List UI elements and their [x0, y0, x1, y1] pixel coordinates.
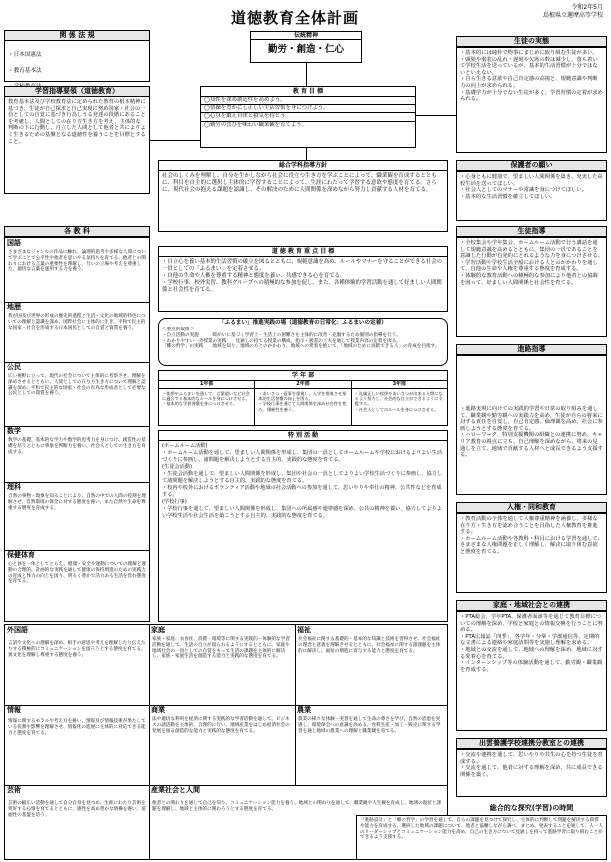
law-item: ・日本国憲法	[8, 52, 42, 58]
subject-block	[149, 705, 296, 786]
grades-title: 学 年 部	[159, 371, 447, 381]
grades-box	[158, 370, 448, 426]
subject-text: 心と体を一体としてとらえ、健康・安全や運動についての理解と運動の合理的、計画的な実践を通して健康の保持増進のための実践力の育成と体力の向上を図り、明るく豊かで活力ある生活を営む態度を育てる。	[8, 562, 146, 585]
guidance-text: ・全校集会や学年集会、ホームルーム活動で行う講話を通して規範意識を高めるとともに、集団の一員であることを意識した行動が自発的にとれるような力を身につけさせる。 ・学習活動や学校生活全般における人とのかかわりを通して、自他の生命や人権を尊重する態度を育成する。 ・体験的な教育活動への積極的な参加により他者との協調を図って、好ましい人間関係と社会性を育てる。	[460, 240, 603, 286]
grade-column-header: 2年部	[255, 381, 350, 389]
grade-column	[159, 381, 255, 426]
spirit-box	[250, 31, 362, 63]
subject-name: 保健体育	[7, 551, 35, 559]
human-rights-box	[456, 513, 607, 593]
guidelines-box	[4, 96, 150, 194]
career-text: ・進路実現に向けての実践的学習や日常の取り組みを通して、職業観や勤労観への実践力を高め、生徒が自らの将来に対する責任を自覚し、自己肯定感、倫理観を高め、社会に参画しようとする態度を育てる。 ・ハローワーク、特別支援機関の組織との連携に努め、キャリア教育の視点に立ち、自己理解を深めながら、将来の見通しを立て、地域で貢献する人材へと成長できるよう支援する。	[460, 406, 603, 459]
guidelines-header: 学習指導要領（道徳教育）	[4, 86, 150, 97]
school-link-text: ・交流や連携を通して、思いやりや共生の心を持つ生徒を育成する。 ・交流を通して、他者に対する理解を深め、共に成長できる関係を築く。	[460, 752, 603, 778]
subject-text: 芸術の幅広い活動を通して自分自身を見つめ、生涯にわたり芸術を愛好する心情を育てるとともに、感性を高め豊かな情操を養い、道徳性の基盤を培う。	[8, 801, 146, 818]
parent-wishes-box	[456, 171, 607, 221]
connector-line	[416, 115, 456, 116]
parent-wishes-header: 保護者の願い	[456, 160, 607, 171]
subject-block	[149, 625, 296, 706]
community-box	[456, 611, 607, 731]
spirit-value: 勤労・創造・仁心	[267, 44, 344, 55]
subject-block	[5, 705, 150, 786]
subject-name: 福祉	[297, 626, 311, 634]
subject-block	[5, 426, 149, 483]
parent-wishes-text: ・心身ともに健康で、望ましい人間関係を築き、充実した高校生活を送ってほしい。 ・社会人としてのマナーや常識を身につけてほしい。 ・基本的な生活習慣を確立してほしい。	[460, 174, 603, 200]
subject-text: 自然の事物・現象を知ることにより、自然の中での人間の役割を理解させ、自然環境の保全に対する態度を養い、また自然や生命を尊重する態度を育成する。	[8, 494, 146, 511]
subject-block	[5, 550, 149, 621]
special-activities-title: 特 別 活 動	[159, 431, 447, 441]
general-policy-box	[158, 160, 448, 232]
subject-text: 社会福祉に関する基礎的・基本的な知識と技術を習得させ、社会福祉の理念と意義を理解させるとともに、社会福祉に関する諸課題を主体的に解決し、福祉の増進に寄与する能力と態度を育てる。	[298, 637, 441, 654]
grade-column-text: ・挨拶やふるまいを通して、言葉遣いなど社会に適合する基本的なルールを身につけさせる。 ・基本的な学習習慣を身につけさせる。	[162, 391, 250, 407]
page-title: 道徳教育全体計画	[230, 9, 359, 27]
general-policy-text: 社会のしくみを理解し、自分を生かしながら社会に役立つ生き方を学ぶことによって、職業観を育成するとともに、科目を自主的に選択し主体的に学習することによって、生涯にわたって学習する意欲や態度を育てる。さらに、現代社会の抱える課題を認識し、その解決のために人間関係を深めながら努力し貢献する人材を育てる。	[162, 173, 437, 193]
edu-goals-box	[200, 86, 416, 148]
grade-column-text: ・あいさつ・返事を重視し、入学を推進させ基本的生活習慣の向上を図る。 ・学校行事を通じて人間関係を深め社会性を育み、積極性を養う。	[258, 391, 347, 412]
grade-column-header: 3年部	[352, 381, 447, 389]
subject-name: 数学	[7, 427, 21, 435]
subject-block	[5, 785, 150, 859]
subject-block	[5, 625, 150, 706]
connector-line	[306, 148, 307, 160]
subject-text: 我が国及び世界の形成の歴史的過程と生活・文化の地域的特色についての理解と認識を深め、国際社会に主体的に生き、平和で民主的な国家・社会を形成する日本国民としての自覚と資質を養う。	[8, 314, 146, 331]
connector-line	[150, 140, 200, 141]
subject-block	[5, 482, 149, 551]
grade-column	[255, 381, 351, 426]
grade-column	[352, 381, 447, 426]
school-link-header: 出雲養護学校連携分教室との連携	[456, 738, 607, 749]
subject-text: さまざまなジャンルの作品に触れ、論理的思考や多様な人間について学ぶことで公平性や他者を思いやる気持ちを育てる。他者との関わりにおける言葉の重要性を理解し、互いの立場や考えを尊重した、適切な言葉を運用する力を養う。	[8, 250, 146, 273]
subject-text: 広い視野に立って、現代の社会について主体的に考察させ、理解を深めさせるとともに、人間としての在り方生き方について理解と認識を深め、平和で民主的な国家・社会の有為な形成者として必要な公民としての資質を養う。	[8, 374, 146, 397]
subject-name: 地歴	[7, 303, 21, 311]
subject-name: 産業社会と人間	[151, 786, 200, 794]
goal-item: ◯心身を鍛え自律と積気を持とう。	[201, 113, 415, 121]
priorities-title: 道 徳 教 育 重 点 目 標	[159, 247, 447, 257]
subject-text: 他者との関わりを通して自己を知り、コミュニケーション能力を養う。地域との関わりを通して、職業観や人生観を育成し、地域の現状と課題を理解し、地域と主体的に関わろうとする態度を育てる。	[152, 801, 442, 812]
subject-text: 法や適切な利用を経済に関する実践的な学習活動を通して、ビジネスの諸活動を主体的、合理的に行い、地域産業をはじめ経済社会の発展を図る創造的な能力と実践的な態度を育てる。	[152, 717, 290, 734]
goal-item: ◯知性を深め創造性を高めよう。	[201, 97, 415, 105]
furumai-title: 「ふるまい」推進実践の場（道徳教育の日常化：ふるまいの定着）	[219, 320, 387, 326]
subject-block	[5, 238, 149, 303]
subject-name: 家庭	[151, 626, 165, 634]
integrated-header: 総合的な探究(学習)の時間	[456, 804, 607, 815]
priorities-box	[158, 246, 448, 312]
subject-text: 情報に関するモラルや考え方を養い、情報及び情報技術が果たしている役割や影響を理解させ、情報化の進展に主体的に対応できる能力と態度を育てる。	[8, 719, 146, 736]
goal-item: ◯情操を豊かにし正しい生活習慣を身につけよう。	[201, 105, 415, 113]
subjects-header: 各 教 科	[4, 226, 150, 237]
subject-name: 農業	[297, 706, 311, 714]
connector-line	[306, 63, 307, 86]
grade-column-text: ・礼儀正しい挨拶やあいさつが出来る人間になるよう努力し、社会的な自立ができるように支援する。 ・社会人としてのルールを身につけさせる。	[354, 391, 443, 412]
subject-block	[295, 625, 447, 706]
human-rights-text: ・教育活動の全体を通して人権尊重精神を涵養し、多様な在り方・生き方を認め合うことを目指した人権教育を推進する。 ・ホームルーム活動や各教科・科目における学習を通して、さまざまな人権問題を正しく理解し、解決に取り組む意欲と態度を育てる。	[460, 516, 603, 555]
subject-text: 家族・家庭、衣食住、消費・環境等に関する実践的・体験的な学習活動を通して、生活の自立が図られるようにするとともに、家庭や地域社会の一員としての自覚をもって生活の課題を主体的に解決し、家族・家庭生活を創造する能力と実践的な態度を育てる。	[152, 637, 290, 660]
subject-text: 農業の様々な体験・実習を通して生命の尊さを学び、自然の恩恵を実感し、環境保全への意識を高める。食料生産・加工・販売に関する学習を通じ地域の農業への理解と職業観を育てる。	[298, 717, 441, 734]
community-text: ・PTA総会、学年PTA、保護者面談等を通じて教育目標についての理解を深め、学校と家庭との情報交換を行うことに努める。 ・PTA広報誌「四季」、各学年・分掌・学部通信等、定期的な文書による連絡や家庭訪問等を実施し理解を求める。 ・地域との交流を通して、地域への理解を深め、地域に対する愛着心を育てる。 ・インターンシップ等の体験活動を通して、勤労観・職業観を育成する。	[460, 614, 603, 673]
grades-columns	[159, 381, 447, 426]
career-box	[456, 355, 607, 495]
career-header: 進路指導	[456, 344, 607, 355]
subject-name: 公民	[7, 363, 21, 371]
related-laws-box	[4, 40, 150, 82]
subject-block	[5, 362, 149, 427]
guidance-header: 生徒指導	[456, 226, 607, 237]
goal-item: ◯勤労の喜びを味わい職業観を育てよう。	[204, 121, 308, 128]
subject-block	[295, 705, 447, 786]
guidelines-text: 教育基本法及び学校教育法に定められた教育の根本精神に基づき、生徒が自己探求と自己実現に努め国家・社会の一員としての自覚に基づき行為しうる発達の段階にあることを考慮し、人間としての在り方生き方を考え、主体的な判断の下に行動し、自立した人間として他者と共によりよく生きるための基盤となる道徳性を養うことを目標とすること。	[8, 99, 146, 145]
subject-name: 外国語	[7, 626, 28, 634]
school-link-box	[456, 749, 607, 797]
student-reality-box	[456, 47, 607, 153]
student-reality-text: ・基本的には純朴で物事にまじめに取り組む生徒が多い。 ・頭髪や服装の乱れ・遅刻や欠席の数は減少し、落ち着いて学校生活を送っているが、基本的生活習慣が十分ではないといえない。 ・自ら生きる意欲や自己肯定感の高揚と、規範意識や判断力の向上が求められる。 ・基礎学力が十分でない生徒が多く、学習習慣の定着が求められる。	[460, 50, 603, 103]
grade-column-header: 1年部	[159, 381, 254, 389]
furumai-box	[158, 318, 448, 366]
edu-goals-title: 教 育 目 標	[201, 87, 415, 97]
priorities-text: ・自立心を養い基本的生活習慣の確立を図るとともに、規範意識を高め、ルールやマナーを守ることができる社会の一員としての「ふるまい」を定着させる。 ・自他の生命や人権を尊重する精神と態度を養い、共感できる心を育てる。 ・学校行事、校外実習、教科グループへの積極的な参加を促し、また、各種体験的学習活動を通して好ましい人間関係と社会性を育てる。	[162, 259, 442, 293]
subject-block	[5, 302, 149, 363]
law-item: ・教育基本法	[8, 68, 42, 74]
subject-name: 芸術	[7, 786, 21, 794]
furumai-text: ＜重点的取組＞ ・自立活動の実施 障がいに基づく学習上・生活上の困難さを主体的に改善・克服するため個別の指導を行う。 ・わかりやすい一斉授業の実践 見通しの持てる授業の構成、指示・板書の工夫を通して授業内容の定着を図る。 「郷の哲学」の実践 地域を知り、地域の方とのかかわり、地域への愛着を抱いて、「地域のために貢献できる人」の育成を目指す。	[162, 327, 440, 350]
student-reality-header: 生徒の実態	[456, 36, 607, 47]
subjects-box	[4, 237, 150, 622]
special-activities-text: (ホームルーム活動) ・ホームルーム活動を通して、望ましい人間関係を形成し、集団の一員としてホームルームや学校におけるよりよい生活づくりに参画し、諸問題を解決しようとする自主的、実践的な態度を育てる。 (生徒会活動) ・生徒会活動を通して、望ましい人間関係を形成し、集団や社会の一員としてよりよい学校生活づくりに参画し、協力して諸問題を解決しようとする自主的、実践的な態度を育てる。 ・校内や校外におけるボランティア活動や地域の社会活動への参加を通して、思いやりや奉仕の精神、公共性などを育成する。 (学校行事) ・学校行事を通して、望ましい人間関係を形成し、集団への所属感や連帯感を深め、公共の精神を養い、協力してよりよい学校生活や社会生活を築こうとする自主的、実践的な態度を育てる。	[162, 443, 443, 519]
subject-text: 言語や文化への理解を深め、相手の意思や考えを理解したり伝えたりする積極的にコミュニケーションを図ろうとする態度を育てる。異文化を理解し尊重する態度を養う。	[8, 641, 146, 658]
human-rights-header: 人権・同和教育	[456, 502, 607, 513]
subject-name: 理科	[7, 483, 21, 491]
special-activities-box	[158, 430, 448, 622]
integrated-box	[356, 815, 607, 860]
community-header: 家庭・地域社会との連携	[456, 600, 607, 611]
general-policy-title: 総合学科指導方針	[159, 161, 447, 171]
subject-text: 数学の基礎、基本的な学力や数学的思考力を身につけ、創造性の基礎を培うとともに事象を判断力を養い、社会人としての生き方を育成する。	[8, 438, 146, 455]
subject-name: 国語	[7, 239, 21, 247]
spirit-title: 伝統精神	[251, 32, 361, 40]
date-school-label: 令和2年5月 島根県立邇摩高等学校	[542, 4, 603, 19]
integrated-text: 「進路設計」と「郷の哲学」の学習を通して、自らの課題を見つけて探究し、主体的に判断して問題を解決する資質や能力を育成する。選択した地域の課題について、他者と協働しながら調べ、まとめ、発表することを通して、人一人のリーダーシップとコミュニケーション能力を高め、自己の生き方について見通しを持って進路学習に取り組むことができるよう支援する。	[360, 818, 604, 841]
subject-name: 商業	[151, 706, 165, 714]
subject-name: 情報	[7, 706, 21, 714]
related-laws-header: 関 係 法 規	[4, 30, 150, 41]
guidance-box	[456, 237, 607, 337]
